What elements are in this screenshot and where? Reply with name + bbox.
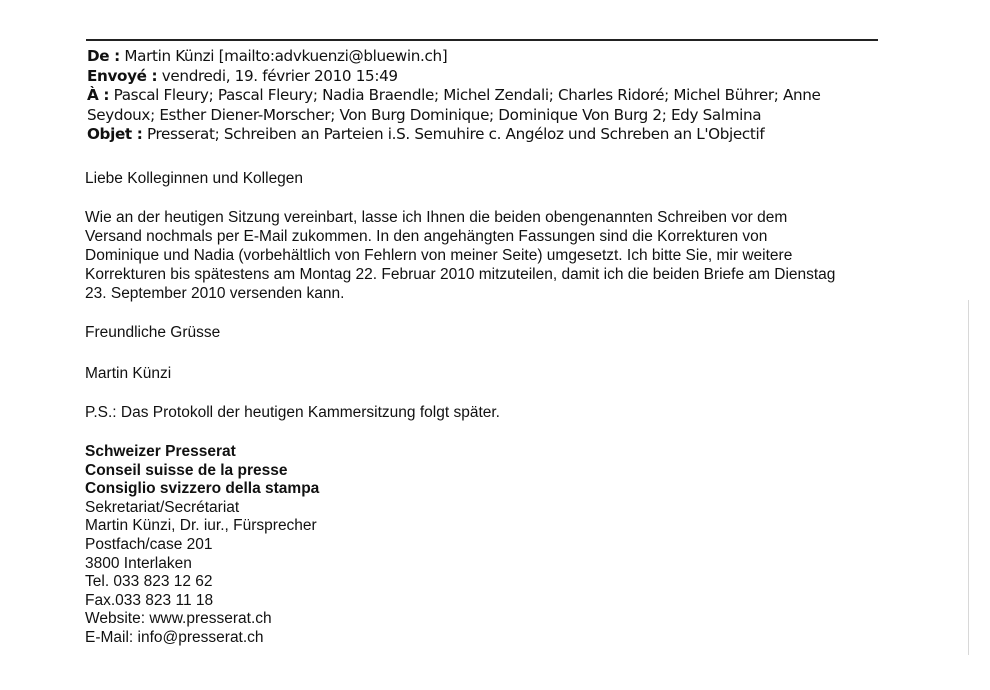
- paragraph-line: Dominique und Nadia (vorbehältlich von Fehlern von meiner Seite) umgesetzt. Ich bitte Sie, mir weitere: [85, 247, 793, 264]
- subject-row: [87, 125, 847, 145]
- header-divider: [86, 39, 878, 41]
- to-row: [87, 86, 847, 125]
- from-row: [87, 47, 847, 67]
- paragraph-line: Wie an der heutigen Sitzung vereinbart, lasse ich Ihnen die beiden obengenannten Schreiben vor dem: [85, 209, 788, 226]
- message-paragraph: [85, 208, 895, 303]
- from-value: Martin Künzi [mailto:advkuenzi@bluewin.ch]: [124, 47, 448, 65]
- subject-value: Presserat; Schreiben an Parteien i.S. Semuhire c. Angéloz und Schreben an L'Objectif: [146, 125, 765, 143]
- paragraph-line: Korrekturen bis spätestens am Montag 22. Februar 2010 mitzuteilen, damit ich die beiden Briefe am Dienstag: [85, 266, 836, 283]
- closing: Freundliche Grüsse: [85, 324, 221, 341]
- to-label: À :: [87, 86, 110, 104]
- sent-value: vendredi, 19. février 2010 15:49: [161, 66, 398, 85]
- department: Sekretariat/Secrétariat: [85, 498, 240, 516]
- from-label: De :: [87, 47, 120, 65]
- scan-edge-line: [968, 300, 969, 655]
- subject-label: Objet :: [87, 125, 143, 143]
- fax: Fax.033 823 11 18: [85, 591, 214, 609]
- website: Website: www.presserat.ch: [85, 610, 272, 628]
- paragraph-line: Versand nochmals per E-Mail zukommen. In den angehängten Fassungen sind die Korrekturen von: [85, 228, 768, 245]
- org-name-fr: Conseil suisse de la presse: [85, 461, 288, 479]
- signature-block: [85, 443, 905, 648]
- email-address: E-Mail: info@presserat.ch: [85, 628, 264, 646]
- sender-name: Martin Künzi: [85, 365, 172, 382]
- person-title: Martin Künzi, Dr. iur., Fürsprecher: [85, 517, 317, 535]
- postbox: Postfach/case 201: [85, 535, 213, 553]
- org-name-it: Consiglio svizzero della stampa: [85, 480, 320, 498]
- sent-label: Envoyé :: [87, 66, 158, 85]
- telephone: Tel. 033 823 12 62: [85, 573, 213, 591]
- paragraph-line: 23. September 2010 versenden kann.: [85, 285, 345, 302]
- city: 3800 Interlaken: [85, 554, 192, 572]
- email-header: [87, 47, 847, 145]
- to-value: Pascal Fleury; Pascal Fleury; Nadia Braendle; Michel Zendali; Charles Ridoré; Michel Bührer; Anne Seydoux; Esther Diener-Morscher; Von Burg Dominique; Dominique Von Burg 2; Edy Salmina: [87, 86, 821, 124]
- org-name-de: Schweizer Presserat: [85, 443, 236, 460]
- postscript: P.S.: Das Protokoll der heutigen Kammersitzung folgt später.: [85, 404, 500, 421]
- greeting: Liebe Kolleginnen und Kollegen: [85, 170, 304, 187]
- sent-row: [87, 67, 847, 87]
